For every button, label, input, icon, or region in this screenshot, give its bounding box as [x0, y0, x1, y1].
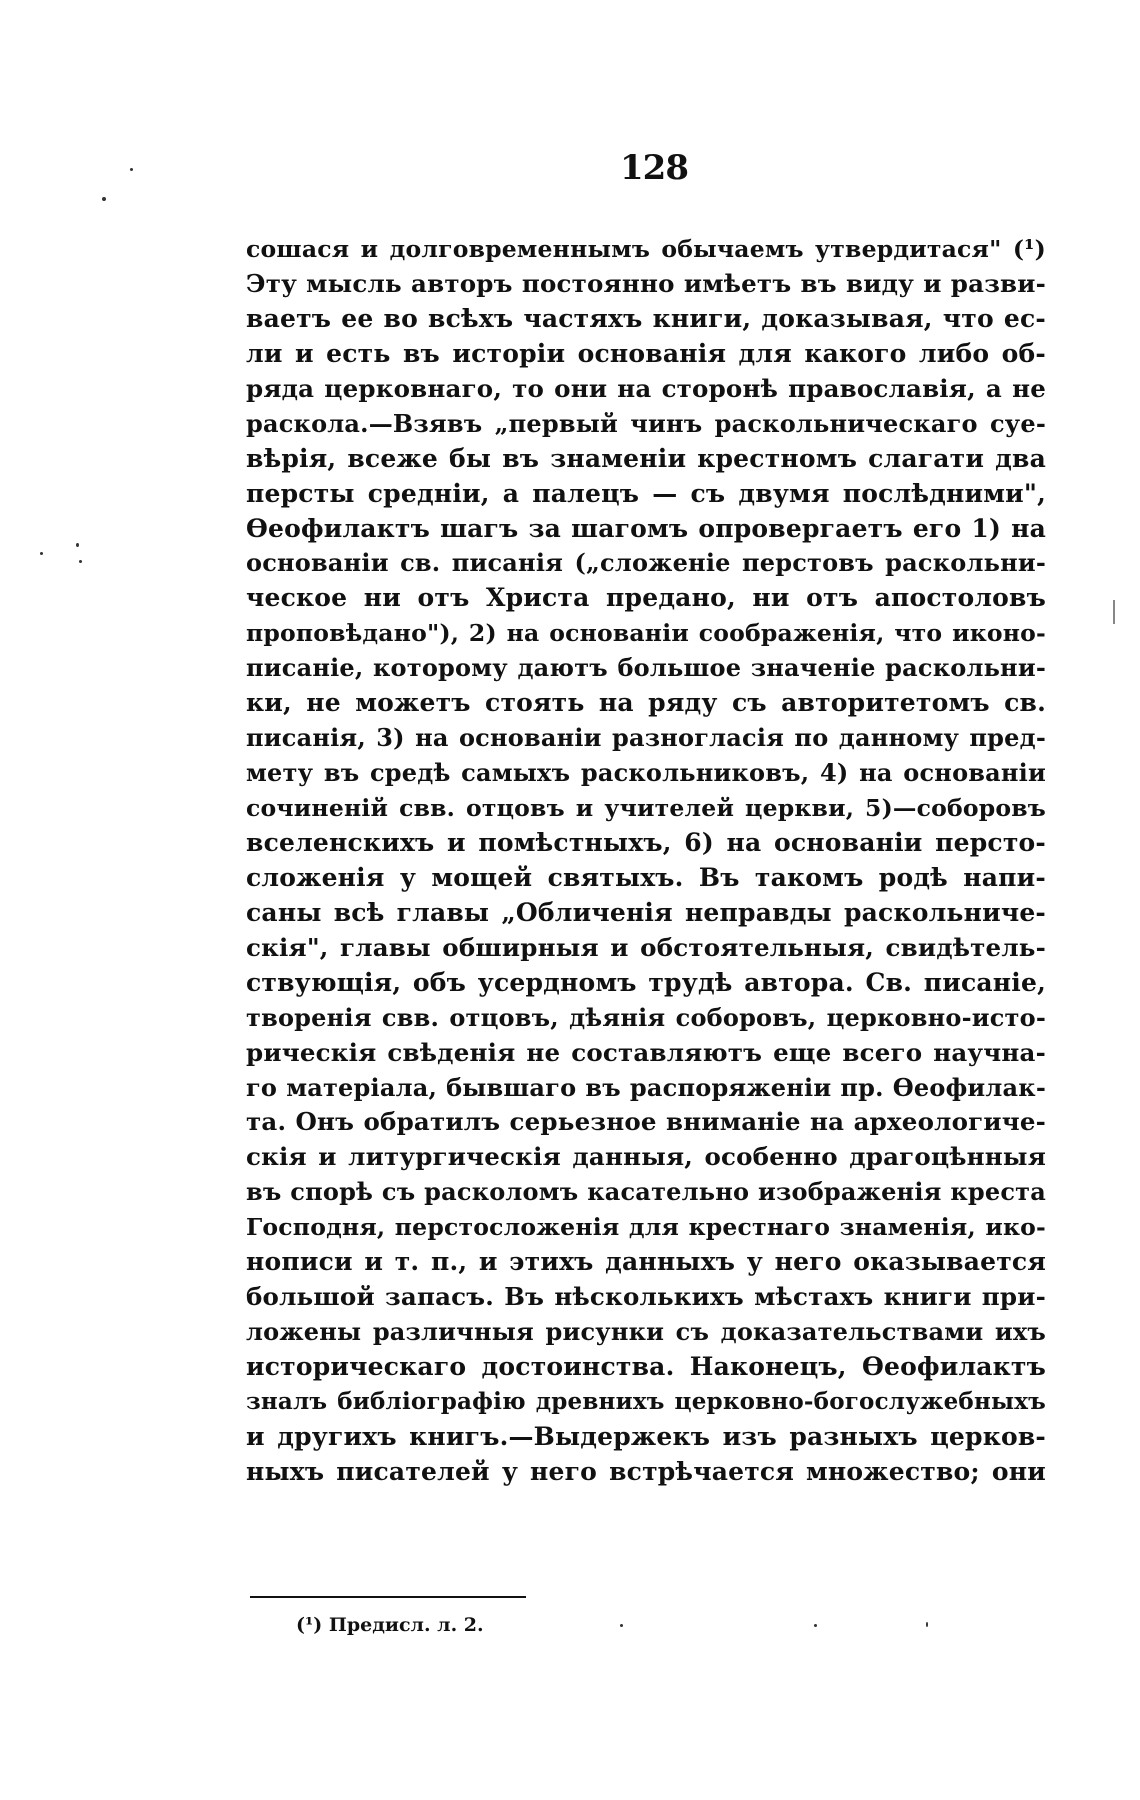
text-line: персты средніи, а палецъ — съ двумя послѣдними",: [246, 478, 1046, 508]
text-line: ваетъ ее во всѣхъ частяхъ книги, доказывая, что ес-: [246, 303, 1046, 333]
text-line: вселенскихъ и помѣстныхъ, 6) на основаніи персто-: [246, 827, 1046, 857]
text-line: въ спорѣ съ расколомъ касательно изображенія креста: [246, 1177, 1046, 1207]
text-line: сложенія у мощей святыхъ. Въ такомъ родѣ напи-: [246, 862, 1046, 892]
text-line: ствующія, объ усердномъ трудѣ автора. Св. писаніе,: [246, 967, 1046, 997]
text-line: большой запасъ. Въ нѣсколькихъ мѣстахъ книги при-: [246, 1282, 1046, 1312]
footnote: (¹) Предисл. л. 2.: [296, 1614, 484, 1636]
text-line: нописи и т. п., и этихъ данныхъ у него оказывается: [246, 1247, 1046, 1277]
text-line: ложены различныя рисунки съ доказательствами ихъ: [246, 1317, 1046, 1347]
text-line: зналъ библіографію древнихъ церковно-богослужебныхъ: [246, 1387, 1046, 1415]
text-line: вѣрія, всеже бы въ знаменіи крестномъ слагати два: [246, 443, 1046, 473]
scan-mark: [1113, 600, 1115, 624]
text-line: го матеріала, бывшаго въ распоряженіи пр. Ѳеофилак-: [246, 1072, 1046, 1102]
text-line: мету въ средѣ самыхъ раскольниковъ, 4) на основаніи: [246, 758, 1046, 788]
text-line: ряда церковнаго, то они на сторонѣ православія, а не: [246, 373, 1046, 403]
body-text: [246, 232, 1046, 1490]
text-line: и другихъ книгъ.—Выдержекъ изъ разныхъ церков-: [246, 1421, 1046, 1451]
text-line: скія", главы обширныя и обстоятельныя, свидѣтель-: [246, 932, 1046, 962]
text-line: сочиненій свв. отцовъ и учителей церкви, 5)—соборовъ: [246, 794, 1046, 822]
text-line: проповѣдано"), 2) на основаніи соображенія, что иконо-: [246, 619, 1046, 648]
text-line: саны всѣ главы „Обличенія неправды раскольниче-: [246, 897, 1046, 927]
text-line: рическія свѣденія не составляютъ еще всего научна-: [246, 1037, 1046, 1067]
page-number: 128: [620, 148, 688, 188]
scan-speck: [102, 197, 106, 201]
scan-speck: [76, 543, 79, 547]
text-line: писанія, 3) на основаніи разногласія по данному пред-: [246, 723, 1046, 753]
text-line: ческое ни отъ Христа предано, ни отъ апостоловъ: [246, 583, 1046, 613]
scan-speck: [40, 552, 43, 555]
text-line: Господня, перстосложенія для крестнаго знаменія, ико-: [246, 1213, 1046, 1242]
scan-speck: [79, 560, 82, 563]
text-line: творенія свв. отцовъ, дѣянія соборовъ, церковно-исто-: [246, 1002, 1046, 1032]
text-line: та. Онъ обратилъ серьезное вниманіе на археологиче-: [246, 1107, 1046, 1137]
text-line: Эту мысль авторъ постоянно имѣетъ въ виду и разви-: [246, 268, 1046, 298]
footnote-divider: [250, 1596, 526, 1598]
text-line: Ѳеофилактъ шагъ за шагомъ опровергаетъ его 1) на: [246, 513, 1046, 543]
scan-speck: [926, 1622, 928, 1627]
text-line: ныхъ писателей у него встрѣчается множество; они: [246, 1456, 1046, 1486]
scan-speck: [130, 168, 133, 171]
scan-speck: [814, 1624, 817, 1627]
text-line: историческаго достоинства. Наконецъ, Ѳеофилактъ: [246, 1352, 1046, 1381]
scan-speck: [620, 1624, 623, 1627]
text-line: скія и литургическія данныя, особенно драгоцѣнныя: [246, 1142, 1046, 1172]
text-line: писаніе, которому даютъ большое значеніе раскольни-: [246, 653, 1046, 683]
text-line: основаніи св. писанія („сложеніе перстовъ раскольни-: [246, 548, 1046, 578]
text-line: раскола.—Взявъ „первый чинъ раскольническаго суе-: [246, 408, 1046, 438]
text-line: сошася и долговременнымъ обычаемъ утвердитася" (¹): [246, 235, 1046, 263]
text-line: ки, не можетъ стоять на ряду съ авторитетомъ св.: [246, 688, 1046, 718]
text-line: ли и есть въ исторіи основанія для какого либо об-: [246, 338, 1046, 368]
